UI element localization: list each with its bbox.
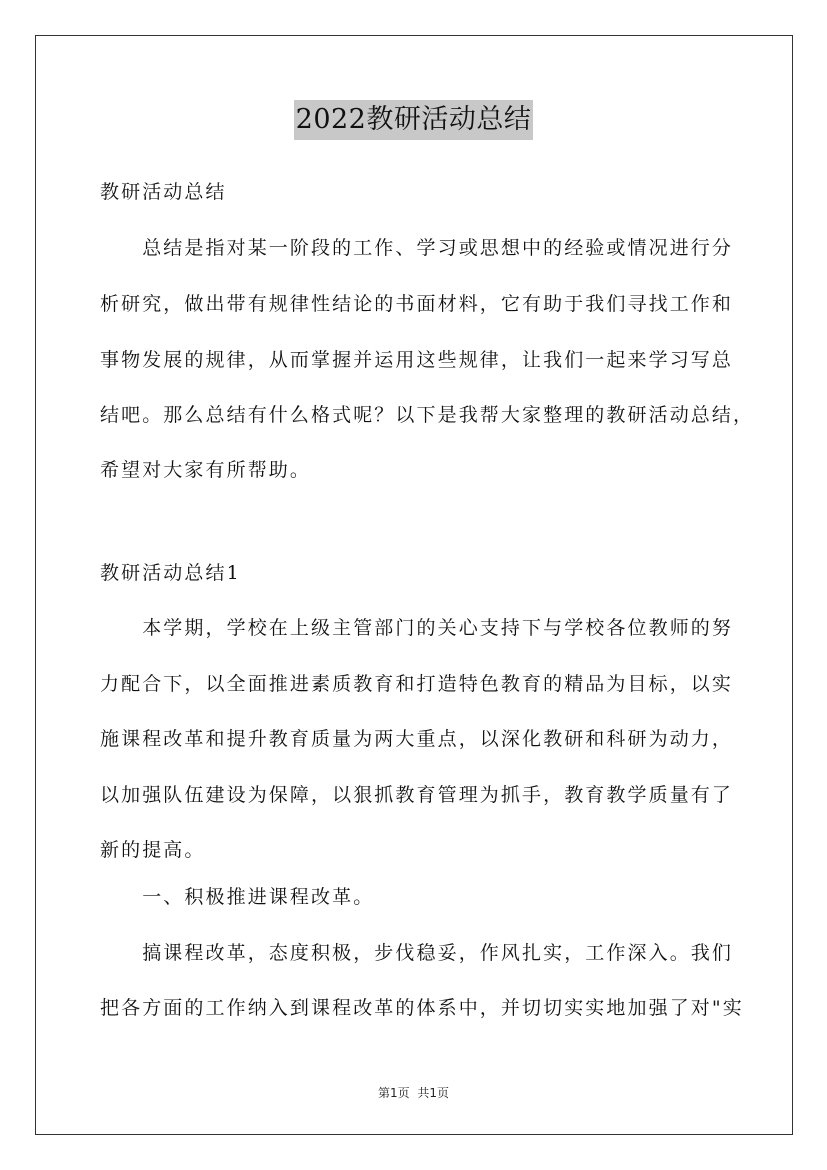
page-number: 第1页 <box>377 1086 410 1100</box>
paragraph-line: 结吧。那么总结有什么格式呢？以下是我帮大家整理的教研活动总结， <box>100 404 755 426</box>
paragraph-line: 总结是指对某一阶段的工作、学习或思想中的经验或情况进行分 <box>100 237 734 259</box>
paragraph-line: 力配合下，以全面推进素质教育和打造特色教育的精品为目标，以实 <box>100 673 734 695</box>
paragraph-line: 以加强队伍建设为保障，以狠抓教育管理为抓手，教育教学质量有了 <box>100 784 734 806</box>
paragraph-line: 析研究，做出带有规律性结论的书面材料，它有助于我们寻找工作和 <box>100 293 734 315</box>
section-heading: 教研活动总结 <box>100 181 227 203</box>
section-heading: 教研活动总结1 <box>100 562 241 584</box>
document-title: 2022教研活动总结 <box>294 100 534 140</box>
paragraph-line: 搞课程改革，态度积极，步伐稳妥，作风扎实，工作深入。我们 <box>100 942 734 964</box>
paragraph-line: 新的提高。 <box>100 839 206 861</box>
paragraph-line: 施课程改革和提升教育质量为两大重点，以深化教研和科研为动力， <box>100 728 734 750</box>
page-footer <box>0 1084 827 1101</box>
title-container <box>0 100 827 140</box>
paragraph-line: 事物发展的规律，从而掌握并运用这些规律，让我们一起来学习写总 <box>100 349 734 371</box>
paragraph-line: 把各方面的工作纳入到课程改革的体系中，并切切实实地加强了对"实 <box>100 997 744 1019</box>
paragraph-line: 希望对大家有所帮助。 <box>100 459 312 481</box>
paragraph-line: 本学期，学校在上级主管部门的关心支持下与学校各位教师的努 <box>100 617 734 639</box>
page-total: 共1页 <box>417 1086 450 1100</box>
subsection-heading: 一、积极推进课程改革。 <box>100 886 375 908</box>
